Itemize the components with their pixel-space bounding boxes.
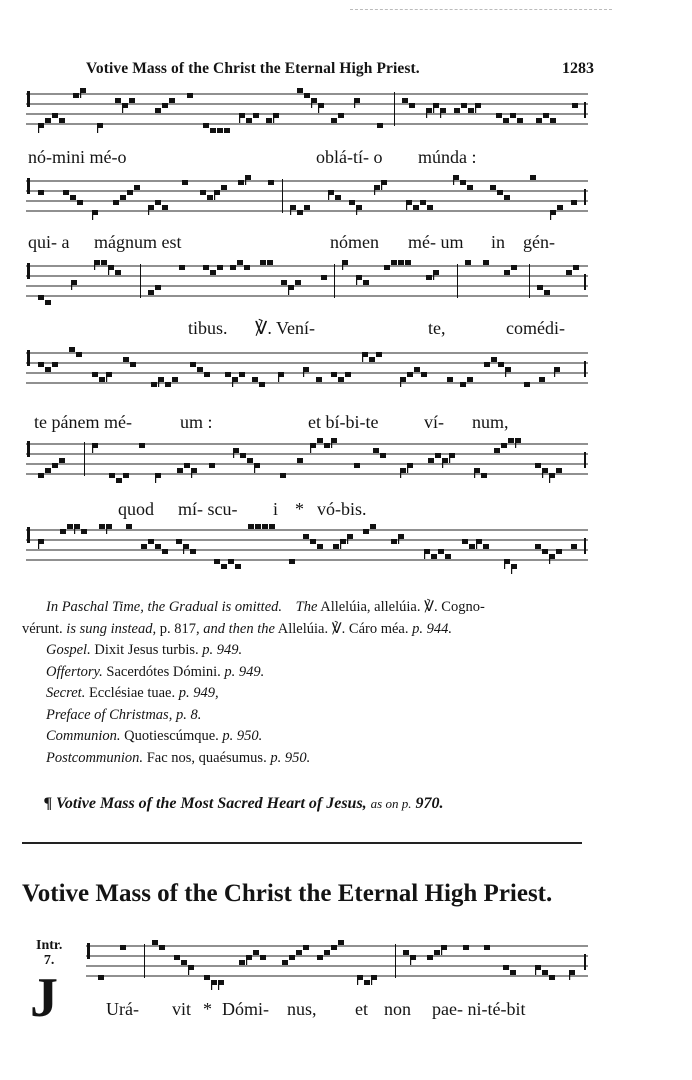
staff-2-notation [26, 173, 588, 225]
chant-staff-5 [26, 436, 588, 488]
lyric-2a: qui- a [28, 232, 70, 252]
offertory-line [22, 662, 582, 684]
lyric-4c: et bí-bi-te [308, 412, 379, 432]
votive-reference-text: Votive Mass of the Most Sacred Heart of Jesus, [56, 795, 367, 812]
section-separator [22, 842, 582, 844]
gospel-label: Gospel. [46, 642, 91, 658]
communion-page: p. 950. [222, 728, 263, 744]
introit-lyric-2: vit [172, 999, 192, 1019]
lyric-2c: nómen [330, 232, 379, 252]
gospel-text: Dixit Jesus turbis. [94, 642, 199, 658]
secret-line [22, 683, 582, 705]
introit-staff [86, 938, 588, 990]
chant-staff-1 [26, 86, 588, 138]
communion-line [22, 726, 582, 748]
lyric-4b: um : [180, 412, 213, 432]
introit-lyric-8: pae- ni-té-bit [432, 999, 526, 1019]
paschal-rubric-line2 [22, 619, 582, 641]
postcommunion-text: Fac nos, quaésumus. [146, 749, 267, 766]
communion-text: Quotiescúmque. [124, 728, 219, 744]
secret-text: Ecclésiae tuae. [88, 685, 176, 701]
staff-1-notation [26, 86, 588, 138]
introit-label-text: Intr. [36, 938, 63, 953]
offertory-label: Offertory. [46, 663, 103, 680]
gospel-line [22, 640, 582, 662]
paschal-rubric-a: In Paschal Time, the Gradual is omitted. [46, 599, 283, 615]
gospel-page: p. 949. [202, 642, 243, 658]
secret-label: Secret. [46, 685, 86, 701]
votive-reference-page: 970. [415, 795, 444, 812]
votive-reference-as-on: as on p. [370, 796, 412, 811]
votive-mass-reference [44, 795, 443, 813]
introit-lyric-7: non [384, 999, 411, 1019]
top-edge-rule [350, 9, 612, 10]
postcommunion-label: Postcommunion. [46, 749, 144, 766]
lyric-5e: vó-bis. [317, 499, 367, 519]
lyric-3c: te, [428, 318, 446, 338]
paschal-rubric-i: p. 944. [412, 620, 452, 637]
staff-5-notation [26, 436, 588, 488]
lyric-5a: quod [118, 499, 154, 519]
paschal-rubric-f: p. 817, [159, 620, 200, 637]
pilcrow-mark: ¶ [44, 795, 52, 812]
postcommunion-page: p. 950. [270, 749, 311, 766]
paschal-rubric-line1 [22, 597, 582, 619]
lyric-4a: te pánem mé- [34, 412, 132, 432]
preface-line [22, 705, 582, 727]
staff-4-notation [26, 345, 588, 397]
page-number: 1283 [562, 60, 594, 77]
paschal-rubric-g: and then the [203, 620, 275, 637]
introit-lyric-1: Urá- [106, 999, 139, 1019]
lyric-2b: mágnum est [94, 232, 182, 252]
postcommunion-line [22, 748, 582, 770]
introit-lyric-6: et [355, 999, 368, 1019]
offertory-text: Sacerdótes Dómini. [106, 663, 221, 680]
offertory-page: p. 949. [224, 663, 265, 680]
lyric-5c: i [273, 499, 279, 519]
introit-mode: 7. [43, 953, 55, 968]
lyric-3a: tibus. [188, 318, 228, 338]
preface-text: Preface of Christmas, p. 8. [46, 706, 202, 723]
introit-lyric-5: nus, [287, 999, 317, 1019]
lyric-1c: múnda : [418, 147, 477, 167]
staff-6-notation [26, 522, 588, 574]
lyric-5d: * [295, 499, 304, 519]
paschal-rubric-e: is sung instead, [66, 620, 157, 637]
paschal-rubric-h: Allelúia. ℣. Cáro méa. [277, 620, 409, 637]
chant-staff-4 [26, 345, 588, 397]
lyric-1b: oblá-tí- o [316, 147, 383, 167]
chant-staff-2 [26, 173, 588, 225]
lyric-1a: nó-mini mé-o [28, 147, 127, 167]
section-title: Votive Mass of the Christ the Eternal High Priest. [22, 880, 553, 907]
lyric-2d: mé- um [408, 232, 464, 252]
introit-staff-notation [86, 938, 588, 990]
lyric-4d: ví- [424, 412, 444, 432]
lyric-2e: in [491, 232, 506, 252]
rubrics-block [22, 597, 582, 769]
paschal-rubric-d: vérunt. [22, 620, 63, 637]
lyric-4e: num, [472, 412, 509, 432]
lyric-5b: mí- scu- [178, 499, 238, 519]
paschal-rubric-c: Allelúia, allelúia. ℣. Cogno- [320, 599, 485, 615]
introit-lyric-4: Dómi- [222, 999, 269, 1019]
introit-label [36, 938, 62, 968]
drop-cap-initial: J [30, 967, 58, 1029]
running-head-title: Votive Mass of the Christ the Eternal High Priest. [86, 60, 420, 77]
communion-label: Communion. [46, 728, 121, 744]
lyric-2f: gén- [523, 232, 555, 252]
lyric-3b: ℣. Vení- [255, 318, 315, 338]
staff-3-notation [26, 258, 588, 310]
running-head [86, 60, 598, 82]
introit-lyric-3: * [203, 999, 212, 1019]
chant-staff-3 [26, 258, 588, 310]
lyric-3d: comédi- [506, 318, 565, 338]
paschal-rubric-b: The [295, 599, 318, 615]
chant-staff-6 [26, 522, 588, 574]
secret-page: p. 949, [178, 685, 219, 701]
